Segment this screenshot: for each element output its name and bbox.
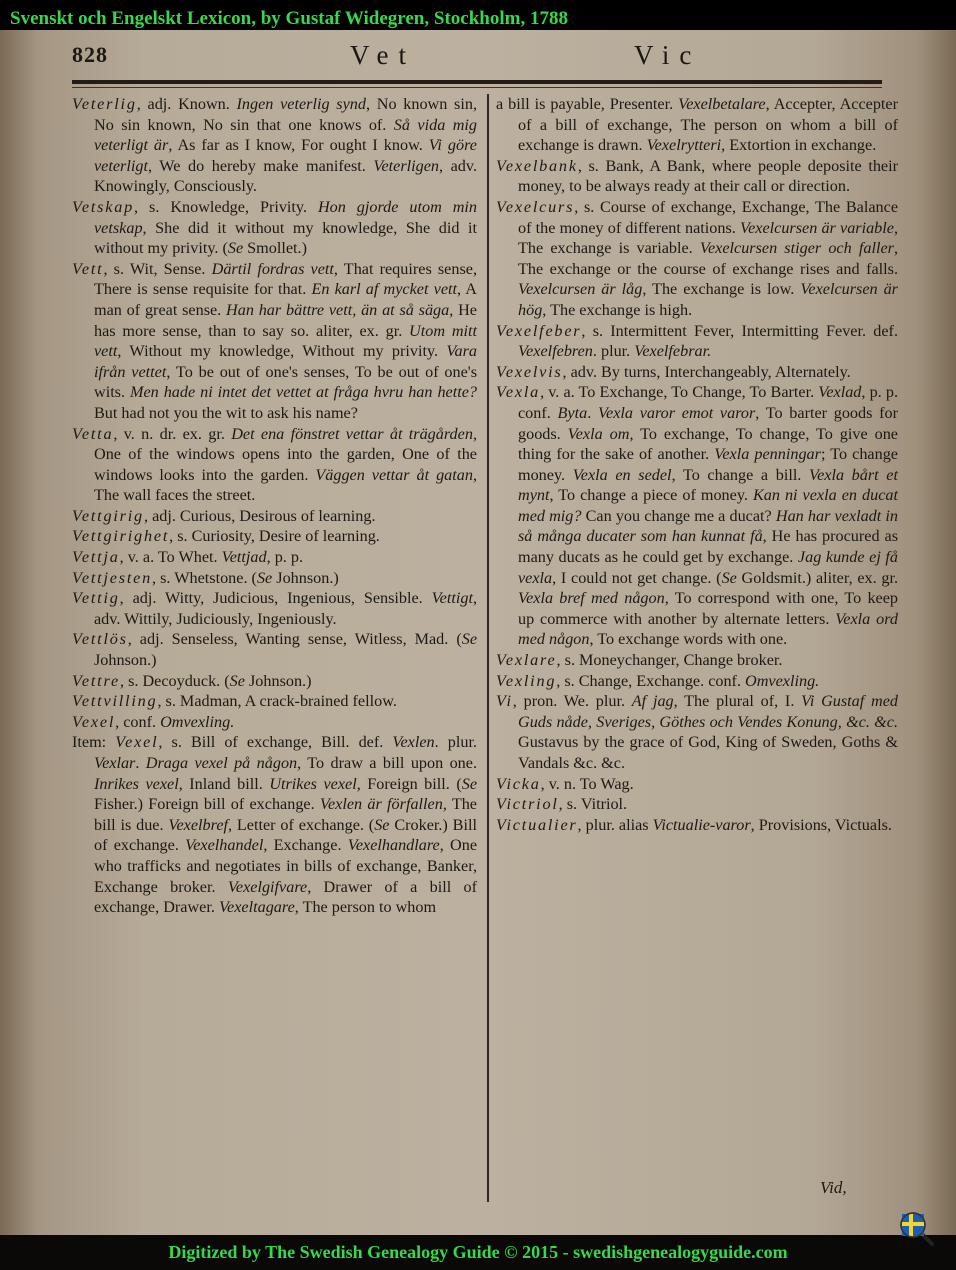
entry-text: , She did it without my knowledge, She did it without my privity. ( [94, 218, 477, 258]
headword: Victriol [496, 795, 559, 814]
example-phrase: Vexelbetalare [678, 95, 766, 113]
column-divider [487, 94, 489, 1202]
entry-text: Goldsmit.) aliter, ex. gr. [736, 568, 898, 587]
example-phrase: Vexelfebrar. [634, 342, 712, 361]
headword: Vexel [72, 712, 116, 731]
headword: Vettre [72, 671, 120, 690]
entry-text: , adv. Wittily, Judiciously, Ingeniously. [94, 589, 477, 628]
example-phrase: Jag kunde ej få vexla [518, 548, 898, 587]
dictionary-entry [496, 691, 898, 773]
example-phrase: Vexlen [392, 733, 435, 752]
entry-text: , To exchange words with one. [589, 630, 788, 649]
entry-text: , s. Intermittent Fever, Intermitting Fever. def. [581, 321, 898, 340]
entry-text: , To barter goods for goods. [518, 403, 898, 443]
example-phrase: Väggen vettar åt gatan [315, 465, 473, 484]
example-phrase: Vexlar [94, 754, 136, 772]
example-phrase: Se [461, 774, 478, 793]
entry-text: , adj. Senseless, Wanting sense, Witless, Mad. ( [127, 630, 462, 649]
headword: Vicka [496, 774, 541, 793]
entry-text: , s. Vitriol. [558, 795, 628, 814]
example-phrase: Vexelcursen är variable [740, 218, 894, 237]
dictionary-entry [72, 526, 477, 547]
entry-text: , s. Bank, A Bank, where people deposite their money, to be always ready at their call or direction. [518, 156, 898, 196]
entry-text: ; To change money. [518, 445, 898, 484]
example-phrase: Omvexling. [160, 712, 235, 731]
example-phrase: Vexelhandel [185, 836, 264, 855]
example-phrase: Vi Gustaf med Guds nåde, Sveriges, Göthes och Vendes Konung, &c. &c. [518, 692, 899, 731]
example-phrase: Utom mitt vett [94, 321, 478, 361]
entry-text: Item: [72, 733, 116, 752]
entry-text: , p. p. conf. [518, 383, 898, 422]
dictionary-entry [496, 794, 898, 815]
guide-word-left: Vet [350, 40, 416, 70]
entry-text: , I could not get change. ( [552, 568, 722, 587]
entry-text: Smollet.) [243, 239, 307, 258]
example-phrase: Så vida mig veterligt är [94, 115, 477, 155]
example-phrase: Vi göre veterligt [94, 136, 477, 175]
entry-text: , We do hereby make manifest. [147, 156, 374, 175]
headword: Vexla [496, 383, 541, 402]
headword: Vexling [496, 671, 557, 690]
dictionary-entry [496, 156, 898, 197]
headword: Vettjesten [72, 568, 153, 587]
headword: Victualier [496, 815, 578, 834]
dictionary-entry [496, 362, 898, 383]
example-phrase: Utrikes vexel [269, 774, 357, 793]
entry-text: , s. Wit, Sense. [103, 259, 212, 278]
example-phrase: Vexlen är förfallen [319, 795, 443, 814]
dictionary-page [0, 30, 956, 1235]
entry-text: . plur. [434, 733, 477, 752]
headword: Vi [496, 692, 513, 711]
entry-text: , s. Moneychanger, Change broker. [556, 651, 783, 670]
dictionary-entry [72, 712, 477, 733]
dictionary-entry [72, 94, 477, 197]
example-phrase: Vettigt [431, 589, 473, 608]
entry-text: , To correspond with one, To keep up commerce with another by alternate letters. [518, 589, 898, 628]
example-phrase: Se [721, 568, 737, 587]
example-phrase: Vexeltagare [218, 898, 295, 917]
entry-text: , adj. Curious, Desirous of learning. [143, 506, 376, 525]
entry-text: , The person to whom [294, 898, 437, 917]
example-phrase: Vara ifrån vettet [94, 342, 477, 381]
dictionary-entry [72, 259, 477, 424]
dictionary-entry [72, 629, 477, 670]
bottom-banner-credit: Digitized by The Swedish Genealogy Guide © 2015 - swedishgenealogyguide.com [0, 1235, 956, 1270]
headword: Vexelcurs [496, 197, 575, 216]
header-rule-thin [72, 87, 882, 88]
example-phrase: Draga vexel på någon [145, 754, 298, 772]
example-phrase: Han har bättre vett, än at så säga [226, 300, 450, 319]
top-banner-title: Svenskt och Engelskt Lexicon, by Gustaf Widegren, Stockholm, 1788 [0, 0, 956, 30]
example-phrase: Vettjad [221, 548, 267, 567]
catchword: Vid, [820, 1178, 847, 1197]
headword: Vexelfeber [496, 321, 582, 340]
entry-text: , adv. By turns, Interchangeably, Alternately. [562, 362, 851, 381]
entry-text: , s. Course of exchange, Exchange, The Balance of the money of different nations. [518, 197, 898, 237]
headword: Vettja [72, 548, 120, 567]
dictionary-entry [72, 424, 477, 506]
example-phrase: Vexelcursen stiger och faller [699, 239, 894, 258]
dictionary-entry [72, 671, 477, 692]
headword: Vettig [72, 589, 120, 608]
dictionary-entry [72, 506, 477, 527]
entry-text: , The exchange is low. [642, 280, 801, 299]
example-phrase: Vexelcursen är låg [518, 280, 643, 299]
entry-text: . [587, 403, 598, 422]
entry-text: , Drawer of a bill of exchange, Drawer. [94, 877, 477, 917]
entry-text: , The exchange or the course of exchange rises and falls. [518, 239, 898, 278]
entry-text: Johnson.) [272, 568, 339, 587]
headword: Vettlös [72, 630, 128, 649]
entry-text: , That requires sense, There is sense requisite for that. [94, 259, 477, 299]
entry-text: , v. a. To Exchange, To Change, To Barter. [540, 383, 819, 402]
dictionary-entry [496, 94, 898, 156]
entry-text: , plur. alias [577, 815, 653, 834]
headword: Vettgirig [72, 506, 144, 525]
entry-text: Johnson.) [244, 671, 312, 690]
dictionary-entry [72, 197, 477, 259]
example-phrase: Se [229, 671, 245, 690]
entry-text: , Accepter, Accepter of a bill of exchange, The person on whom a bill of exchange is drawn. [518, 95, 898, 155]
headword: Vexlare [496, 651, 557, 670]
example-phrase: Af jag [631, 692, 674, 711]
entry-text: , pron. We. plur. [512, 692, 632, 711]
entry-text: , No known sin, No sin known, No sin that one knows of. [94, 95, 477, 134]
dictionary-entry [72, 547, 477, 568]
example-phrase: Vexlad [818, 383, 862, 402]
example-phrase: Men hade ni intet det vettet at fråga hvru han hette? [129, 383, 477, 402]
example-phrase: Vexla bref med någon [518, 589, 665, 608]
header-rule-thick [72, 80, 882, 84]
entry-text: , s. Curiosity, Desire of learning. [169, 527, 380, 546]
entry-text: , conf. [115, 712, 161, 731]
entry-text: , The exchange is high. [542, 300, 693, 319]
page-header [72, 42, 882, 72]
swedish-flag-magnifier-icon [900, 1212, 934, 1246]
entry-text: , Without my knowledge, Without my privity. [117, 342, 447, 361]
entry-text: , Foreign bill. ( [356, 774, 462, 793]
entry-text: , v. n. dr. ex. gr. [113, 424, 232, 443]
entry-text: , As far as I know, For ought I know. [168, 136, 429, 155]
entry-text: Croker.) Bill of exchange. [94, 815, 477, 855]
page-number: 828 [72, 42, 108, 67]
entry-text: , The plural of, I. [673, 692, 802, 711]
entry-text: , To draw a bill upon one. [297, 754, 478, 772]
dictionary-entry [496, 197, 898, 321]
example-phrase: Se [374, 815, 390, 834]
example-phrase: Vexelbref [168, 815, 229, 834]
entry-text: , The bill is due. [94, 795, 477, 834]
example-phrase: Inrikes vexel [94, 774, 179, 793]
example-phrase: Se [461, 630, 477, 649]
entry-text: Fisher.) Foreign bill of exchange. [94, 795, 320, 814]
entry-text: , s. Decoyduck. ( [119, 671, 230, 690]
example-phrase: Vexla varor emot varor [597, 403, 756, 422]
left-column [72, 94, 477, 918]
dictionary-entry [496, 650, 898, 671]
entry-text: , v. n. To Wag. [540, 774, 634, 793]
entry-text: , One who trafficks and negotiates in bills of exchange, Banker, Exchange broker. [94, 836, 478, 896]
dictionary-entry [496, 382, 898, 650]
example-phrase: Hon gjorde utom min vetskap [94, 197, 477, 237]
example-phrase: Vexla om [567, 424, 630, 443]
entry-text: , He has procured as many ducats as he could get by exchange. [518, 527, 899, 567]
entry-text: . plur. [592, 342, 635, 361]
entry-text: , adj. Known. [136, 95, 237, 113]
example-phrase: Vexelgifvare [227, 877, 308, 896]
entry-text: , s. Bill of exchange, Bill. def. [158, 733, 393, 752]
entry-text: , Inland bill. [178, 774, 270, 793]
example-phrase: Victualie-varor [652, 815, 751, 834]
entry-text: , v. a. To Whet. [119, 548, 222, 567]
entry-text: , He has more sense, than to say so. aliter, ex. gr. [94, 300, 477, 340]
headword: Veterlig [72, 95, 137, 113]
entry-text: , s. Change, Exchange. conf. [556, 671, 746, 690]
headword: Vett [72, 259, 104, 278]
headword: Vetta [72, 424, 114, 443]
example-phrase: Byta [557, 403, 588, 422]
entry-text: , adv. Knowingly, Consciously. [94, 156, 477, 196]
entry-text: , adj. Witty, Judicious, Ingenious, Sensible. [119, 589, 432, 608]
example-phrase: Vexelhandlare [347, 836, 440, 855]
dictionary-entry [72, 732, 477, 917]
dictionary-entry [72, 691, 477, 712]
entry-text: , To be out of one's senses, To be out of one's wits. [94, 362, 477, 402]
entry-text: , Provisions, Victuals. [750, 815, 892, 834]
example-phrase: Det ena fönstret vettar åt trägården [231, 424, 473, 443]
headword: Vexelbank [496, 156, 578, 175]
dictionary-entry [72, 568, 477, 589]
entry-text: , p. p. [266, 548, 304, 567]
entry-text: Gustavus by the grace of God, King of Sweden, Goths & Vandals &c. &c. [518, 733, 898, 772]
entry-text: . [135, 754, 146, 772]
entry-text: , To exchange, To change, To give one thing for the sake of another. [518, 424, 898, 464]
entry-text: , To change a piece of money. [549, 486, 753, 505]
entry-text: Johnson.) [94, 651, 157, 670]
entry-text: , Letter of exchange. ( [228, 815, 375, 834]
guide-word-right: Vic [634, 40, 702, 70]
dictionary-entry [496, 815, 898, 836]
entry-text: , s. Madman, A crack-brained fellow. [157, 692, 397, 711]
example-phrase: Kan ni vexla en ducat med mig? [518, 486, 898, 525]
example-phrase: Se [227, 239, 244, 258]
example-phrase: En karl af mycket vett [311, 280, 457, 299]
headword: Vexel [115, 733, 159, 752]
dictionary-entry [72, 588, 477, 629]
entry-text: a bill is payable, Presenter. [496, 95, 679, 113]
right-column [496, 94, 898, 835]
example-phrase: Vexelfebren [518, 342, 593, 361]
entry-text: , The exchange is variable. [518, 218, 899, 258]
entry-text: , One of the windows opens into the garden, One of the windows looks into the garden. [94, 424, 477, 484]
headword: Vettgirighet [72, 527, 170, 546]
example-phrase: Vexla ord med någon [518, 609, 898, 649]
example-phrase: Vexla en sedel [572, 465, 672, 484]
example-phrase: Vexelcursen är hög [518, 280, 898, 319]
entry-text: , To change a bill. [671, 465, 809, 484]
example-phrase: Se [256, 568, 273, 587]
dictionary-entry [496, 774, 898, 795]
example-phrase: Därtil fordras vett [211, 259, 334, 278]
entry-text: , s. Whetstone. ( [152, 568, 257, 587]
example-phrase: Vexelrytteri [646, 136, 722, 155]
entry-text: But had not you the wit to ask his name? [94, 403, 358, 422]
example-phrase: Han har vexladt in så många ducater som han kunnat få [518, 506, 898, 546]
entry-text: , s. Knowledge, Privity. [134, 197, 318, 216]
entry-text: , A man of great sense. [94, 280, 477, 319]
example-phrase: Vexla bårt et mynt [518, 465, 898, 505]
entry-text: Can you change me a ducat? [581, 506, 776, 525]
headword: Vetskap [72, 197, 135, 216]
dictionary-entry [496, 321, 898, 362]
example-phrase: Vexla penningar [714, 445, 821, 464]
entry-text: , Extortion in exchange. [721, 136, 877, 155]
headword: Vettvilling [72, 692, 158, 711]
example-phrase: Ingen veterlig synd [236, 95, 366, 113]
example-phrase: Omvexling. [745, 671, 820, 690]
entry-text: , The wall faces the street. [94, 465, 477, 505]
entry-text: , Exchange. [263, 836, 348, 855]
example-phrase: Veterligen [373, 156, 439, 175]
dictionary-entry [496, 671, 898, 692]
headword: Vexelvis [496, 362, 563, 381]
